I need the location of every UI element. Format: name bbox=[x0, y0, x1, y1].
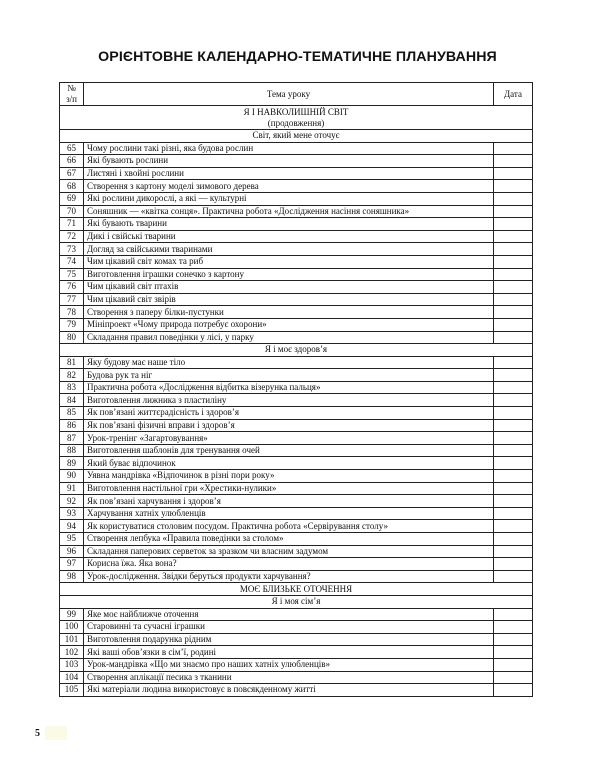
table-row bbox=[60, 205, 533, 218]
lesson-date-cell[interactable] bbox=[494, 155, 533, 168]
lesson-date-cell[interactable] bbox=[494, 621, 533, 634]
header-number-line2: з/п bbox=[66, 94, 77, 104]
lesson-topic: Харчування хатніх улюбленців bbox=[84, 507, 494, 520]
table-row bbox=[60, 533, 533, 546]
table-row bbox=[60, 268, 533, 281]
lesson-number: 83 bbox=[60, 381, 84, 394]
lesson-topic: Чим цікавий світ звірів bbox=[84, 293, 494, 306]
lesson-number: 84 bbox=[60, 394, 84, 407]
header-date: Дата bbox=[494, 83, 533, 106]
lesson-date-cell[interactable] bbox=[494, 444, 533, 457]
lesson-number: 69 bbox=[60, 192, 84, 205]
lesson-number: 88 bbox=[60, 444, 84, 457]
lesson-number: 103 bbox=[60, 658, 84, 671]
lesson-topic: Корисна їжа. Яка вона? bbox=[84, 558, 494, 571]
lesson-topic: Виготовлення іграшки сонечко з картону bbox=[84, 268, 494, 281]
section-heading bbox=[60, 130, 533, 143]
lesson-topic: Складання правил поведінки у лісі, у парку bbox=[84, 331, 494, 344]
lesson-date-cell[interactable] bbox=[494, 230, 533, 243]
table-row bbox=[60, 470, 533, 483]
section-row bbox=[60, 595, 533, 608]
lesson-date-cell[interactable] bbox=[494, 331, 533, 344]
lesson-topic: Старовинні та сучасні іграшки bbox=[84, 621, 494, 634]
lesson-topic: Дикі і свійські тварини bbox=[84, 230, 494, 243]
lesson-topic: Виготовлення подарунка рідним bbox=[84, 633, 494, 646]
lesson-date-cell[interactable] bbox=[494, 318, 533, 331]
lesson-date-cell[interactable] bbox=[494, 684, 533, 697]
lesson-topic: Виготовлення настільної гри «Хрестики-нулики» bbox=[84, 482, 494, 495]
table-header-row bbox=[60, 83, 533, 106]
section-row bbox=[60, 130, 533, 143]
lesson-date-cell[interactable] bbox=[494, 243, 533, 256]
lesson-number: 89 bbox=[60, 457, 84, 470]
lesson-date-cell[interactable] bbox=[494, 671, 533, 684]
lesson-number: 86 bbox=[60, 419, 84, 432]
lesson-number: 67 bbox=[60, 167, 84, 180]
lesson-topic: Які матеріали людина використовує в повсякденному житті bbox=[84, 684, 494, 697]
lesson-topic: Яке моє найближче оточення bbox=[84, 608, 494, 621]
table-row bbox=[60, 306, 533, 319]
lesson-number: 77 bbox=[60, 293, 84, 306]
lesson-number: 100 bbox=[60, 621, 84, 634]
lesson-number: 79 bbox=[60, 318, 84, 331]
section-title: Я і моє здоров’я bbox=[264, 344, 328, 355]
lesson-topic: Догляд за свійськими тваринами bbox=[84, 243, 494, 256]
lesson-number: 87 bbox=[60, 432, 84, 445]
page-number-highlight bbox=[45, 726, 67, 740]
lesson-topic: Які ваші обов’язки в сім’ї, родині bbox=[84, 646, 494, 659]
lesson-date-cell[interactable] bbox=[494, 457, 533, 470]
section-title: Світ, який мене оточує bbox=[252, 130, 340, 141]
lesson-number: 65 bbox=[60, 142, 84, 155]
table-row bbox=[60, 482, 533, 495]
lesson-number: 102 bbox=[60, 646, 84, 659]
lesson-number: 105 bbox=[60, 684, 84, 697]
lesson-date-cell[interactable] bbox=[494, 432, 533, 445]
lesson-topic: Які бувають рослини bbox=[84, 155, 494, 168]
lesson-date-cell[interactable] bbox=[494, 381, 533, 394]
lesson-number: 104 bbox=[60, 671, 84, 684]
table-row bbox=[60, 192, 533, 205]
table-row bbox=[60, 331, 533, 344]
lesson-topic: Створення з паперу білки-пустунки bbox=[84, 306, 494, 319]
lesson-number: 68 bbox=[60, 180, 84, 193]
lesson-date-cell[interactable] bbox=[494, 218, 533, 231]
lesson-topic: Як пов’язані харчування і здоров’я bbox=[84, 495, 494, 508]
lesson-number: 98 bbox=[60, 570, 84, 583]
table-row bbox=[60, 407, 533, 420]
table-row bbox=[60, 381, 533, 394]
table-row bbox=[60, 218, 533, 231]
lesson-date-cell[interactable] bbox=[494, 558, 533, 571]
table-row bbox=[60, 255, 533, 268]
lesson-date-cell[interactable] bbox=[494, 255, 533, 268]
section-heading bbox=[60, 595, 533, 608]
table-row bbox=[60, 457, 533, 470]
lesson-date-cell[interactable] bbox=[494, 394, 533, 407]
lesson-date-cell[interactable] bbox=[494, 369, 533, 382]
table-row bbox=[60, 432, 533, 445]
table-row bbox=[60, 621, 533, 634]
table-row bbox=[60, 155, 533, 168]
table-row bbox=[60, 142, 533, 155]
lesson-date-cell[interactable] bbox=[494, 192, 533, 205]
page-number: 5 bbox=[35, 728, 40, 739]
section-row bbox=[60, 344, 533, 357]
lesson-date-cell[interactable] bbox=[494, 142, 533, 155]
section-row bbox=[60, 106, 533, 130]
section-subtitle: (продовження) bbox=[267, 117, 325, 128]
lesson-number: 82 bbox=[60, 369, 84, 382]
lesson-number: 96 bbox=[60, 545, 84, 558]
table-row bbox=[60, 608, 533, 621]
lesson-date-cell[interactable] bbox=[494, 470, 533, 483]
lesson-date-cell[interactable] bbox=[494, 167, 533, 180]
table-row bbox=[60, 495, 533, 508]
lesson-topic: Соняшник — «квітка сонця». Практична робота «Дослідження насіння соняшника» bbox=[84, 205, 494, 218]
lesson-date-cell[interactable] bbox=[494, 356, 533, 369]
lesson-date-cell[interactable] bbox=[494, 205, 533, 218]
lesson-number: 91 bbox=[60, 482, 84, 495]
lesson-topic: Урок-мандрівка «Що ми знаємо про наших хатніх улюбленців» bbox=[84, 658, 494, 671]
lesson-number: 81 bbox=[60, 356, 84, 369]
lesson-number: 78 bbox=[60, 306, 84, 319]
table-row bbox=[60, 646, 533, 659]
lesson-date-cell[interactable] bbox=[494, 520, 533, 533]
lesson-date-cell[interactable] bbox=[494, 306, 533, 319]
lesson-date-cell[interactable] bbox=[494, 293, 533, 306]
section-title: Я і моя сім’я bbox=[271, 596, 321, 607]
lesson-number: 70 bbox=[60, 205, 84, 218]
table-row bbox=[60, 369, 533, 382]
lesson-number: 75 bbox=[60, 268, 84, 281]
table-row bbox=[60, 356, 533, 369]
lesson-topic: Виготовлення шаблонів для тренування очей bbox=[84, 444, 494, 457]
table-row bbox=[60, 520, 533, 533]
lesson-topic: Уявна мандрівка «Відпочинок в різні пори року» bbox=[84, 470, 494, 483]
lesson-number: 92 bbox=[60, 495, 84, 508]
lesson-number: 97 bbox=[60, 558, 84, 571]
lesson-topic: Урок-тренінг «Загартовування» bbox=[84, 432, 494, 445]
lesson-number: 95 bbox=[60, 533, 84, 546]
table-row bbox=[60, 394, 533, 407]
lesson-topic: Виготовлення лижника з пластиліну bbox=[84, 394, 494, 407]
table-row bbox=[60, 293, 533, 306]
lesson-topic: Як користуватися столовим посудом. Практична робота «Сервірування столу» bbox=[84, 520, 494, 533]
table-body bbox=[60, 106, 533, 697]
lesson-topic: Яку будову має наше тіло bbox=[84, 356, 494, 369]
table-row bbox=[60, 671, 533, 684]
table-row bbox=[60, 545, 533, 558]
lesson-number: 66 bbox=[60, 155, 84, 168]
table-row bbox=[60, 558, 533, 571]
page-title: ОРІЄНТОВНЕ КАЛЕНДАРНО-ТЕМАТИЧНЕ ПЛАНУВАННЯ bbox=[98, 49, 497, 65]
lesson-date-cell[interactable] bbox=[494, 633, 533, 646]
lesson-topic: Створення з картону моделі зимового дерева bbox=[84, 180, 494, 193]
lesson-topic: Чим цікавий світ птахів bbox=[84, 281, 494, 294]
planning-table bbox=[59, 82, 533, 697]
lesson-number: 80 bbox=[60, 331, 84, 344]
section-heading bbox=[60, 106, 533, 130]
section-heading bbox=[60, 344, 533, 357]
lesson-topic: Будова рук та ніг bbox=[84, 369, 494, 382]
lesson-topic: Які бувають тварини bbox=[84, 218, 494, 231]
lesson-date-cell[interactable] bbox=[494, 570, 533, 583]
lesson-date-cell[interactable] bbox=[494, 281, 533, 294]
lesson-topic: Складання паперових серветок за зразком чи власним задумом bbox=[84, 545, 494, 558]
lesson-date-cell[interactable] bbox=[494, 268, 533, 281]
lesson-topic: Як пов’язані життєрадісність і здоров’я bbox=[84, 407, 494, 420]
lesson-topic: Чому рослини такі різні, яка будова рослин bbox=[84, 142, 494, 155]
section-title: Я І НАВКОЛИШНІЙ СВІТ bbox=[243, 106, 349, 117]
header-number bbox=[60, 83, 84, 106]
lesson-topic: Створення аплікації песика з тканини bbox=[84, 671, 494, 684]
lesson-number: 72 bbox=[60, 230, 84, 243]
lesson-date-cell[interactable] bbox=[494, 646, 533, 659]
lesson-date-cell[interactable] bbox=[494, 533, 533, 546]
lesson-number: 93 bbox=[60, 507, 84, 520]
table-row bbox=[60, 633, 533, 646]
lesson-date-cell[interactable] bbox=[494, 419, 533, 432]
lesson-date-cell[interactable] bbox=[494, 495, 533, 508]
table-row bbox=[60, 419, 533, 432]
table-row bbox=[60, 180, 533, 193]
table-row bbox=[60, 658, 533, 671]
lesson-number: 85 bbox=[60, 407, 84, 420]
table-row bbox=[60, 570, 533, 583]
lesson-number: 73 bbox=[60, 243, 84, 256]
lesson-number: 99 bbox=[60, 608, 84, 621]
lesson-topic: Мініпроект «Чому природа потребує охорони» bbox=[84, 318, 494, 331]
section-heading bbox=[60, 583, 533, 596]
lesson-number: 76 bbox=[60, 281, 84, 294]
lesson-topic: Листяні і хвойні рослини bbox=[84, 167, 494, 180]
lesson-number: 74 bbox=[60, 255, 84, 268]
table-row bbox=[60, 318, 533, 331]
header-number-line1: № bbox=[67, 83, 76, 93]
table-row bbox=[60, 444, 533, 457]
lesson-topic: Які рослини дикорослі, а які — культурні bbox=[84, 192, 494, 205]
lesson-topic: Чим цікавий світ комах та риб bbox=[84, 255, 494, 268]
lesson-number: 94 bbox=[60, 520, 84, 533]
lesson-date-cell[interactable] bbox=[494, 507, 533, 520]
lesson-date-cell[interactable] bbox=[494, 608, 533, 621]
lesson-topic: Який буває відпочинок bbox=[84, 457, 494, 470]
table-row bbox=[60, 281, 533, 294]
table-row bbox=[60, 507, 533, 520]
table-row bbox=[60, 684, 533, 697]
lesson-date-cell[interactable] bbox=[494, 482, 533, 495]
lesson-date-cell[interactable] bbox=[494, 545, 533, 558]
section-title: МОЄ БЛИЗЬКЕ ОТОЧЕННЯ bbox=[239, 583, 353, 594]
lesson-topic: Практична робота «Дослідження відбитка візерунка пальця» bbox=[84, 381, 494, 394]
table-row bbox=[60, 230, 533, 243]
lesson-number: 101 bbox=[60, 633, 84, 646]
header-topic: Тема уроку bbox=[84, 83, 494, 106]
table-row bbox=[60, 167, 533, 180]
lesson-number: 71 bbox=[60, 218, 84, 231]
section-row bbox=[60, 583, 533, 596]
lesson-date-cell[interactable] bbox=[494, 658, 533, 671]
lesson-number: 90 bbox=[60, 470, 84, 483]
lesson-date-cell[interactable] bbox=[494, 180, 533, 193]
lesson-topic: Урок-дослідження. Звідки беруться продукти харчування? bbox=[84, 570, 494, 583]
table-row bbox=[60, 243, 533, 256]
lesson-date-cell[interactable] bbox=[494, 407, 533, 420]
lesson-topic: Як пов’язані фізичні вправи і здоров’я bbox=[84, 419, 494, 432]
lesson-topic: Створення лепбука «Правила поведінки за столом» bbox=[84, 533, 494, 546]
